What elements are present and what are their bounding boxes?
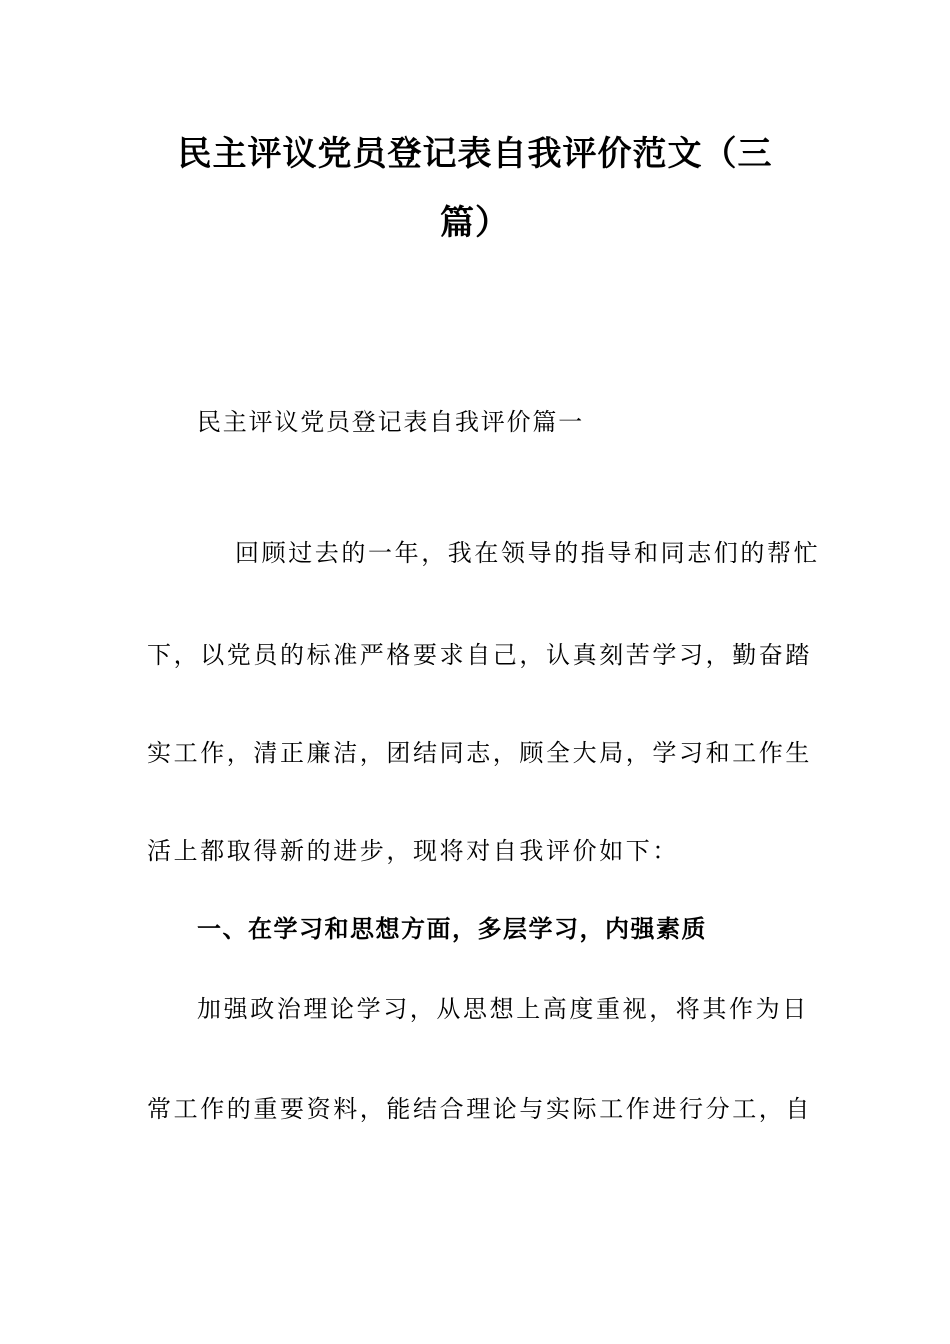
paragraph-1-line-1: 回顾过去的一年，我在领导的指导和同志们的帮忙: [235, 539, 821, 567]
document-title-line-1: 民主评议党员登记表自我评价范文（三: [177, 134, 773, 174]
paragraph-2-line-2: 常工作的重要资料，能结合理论与实际工作进行分工，自: [147, 1095, 812, 1123]
paragraph-1-line-2: 下，以党员的标准严格要求自己，认真刻苦学习，勤奋踏: [147, 641, 812, 669]
paragraph-1-line-4: 活上都取得新的进步，现将对自我评价如下：: [147, 837, 679, 865]
paragraph-1-line-3: 实工作，清正廉洁，团结同志，顾全大局，学习和工作生: [147, 739, 812, 767]
document-title-line-2: 篇）: [440, 203, 510, 243]
paragraph-2-line-1: 加强政治理论学习，从思想上高度重视，将其作为日: [197, 995, 809, 1023]
section-heading-1: 一、在学习和思想方面，多层学习，内强素质: [197, 915, 707, 943]
section-title: 民主评议党员登记表自我评价篇一: [197, 408, 584, 436]
